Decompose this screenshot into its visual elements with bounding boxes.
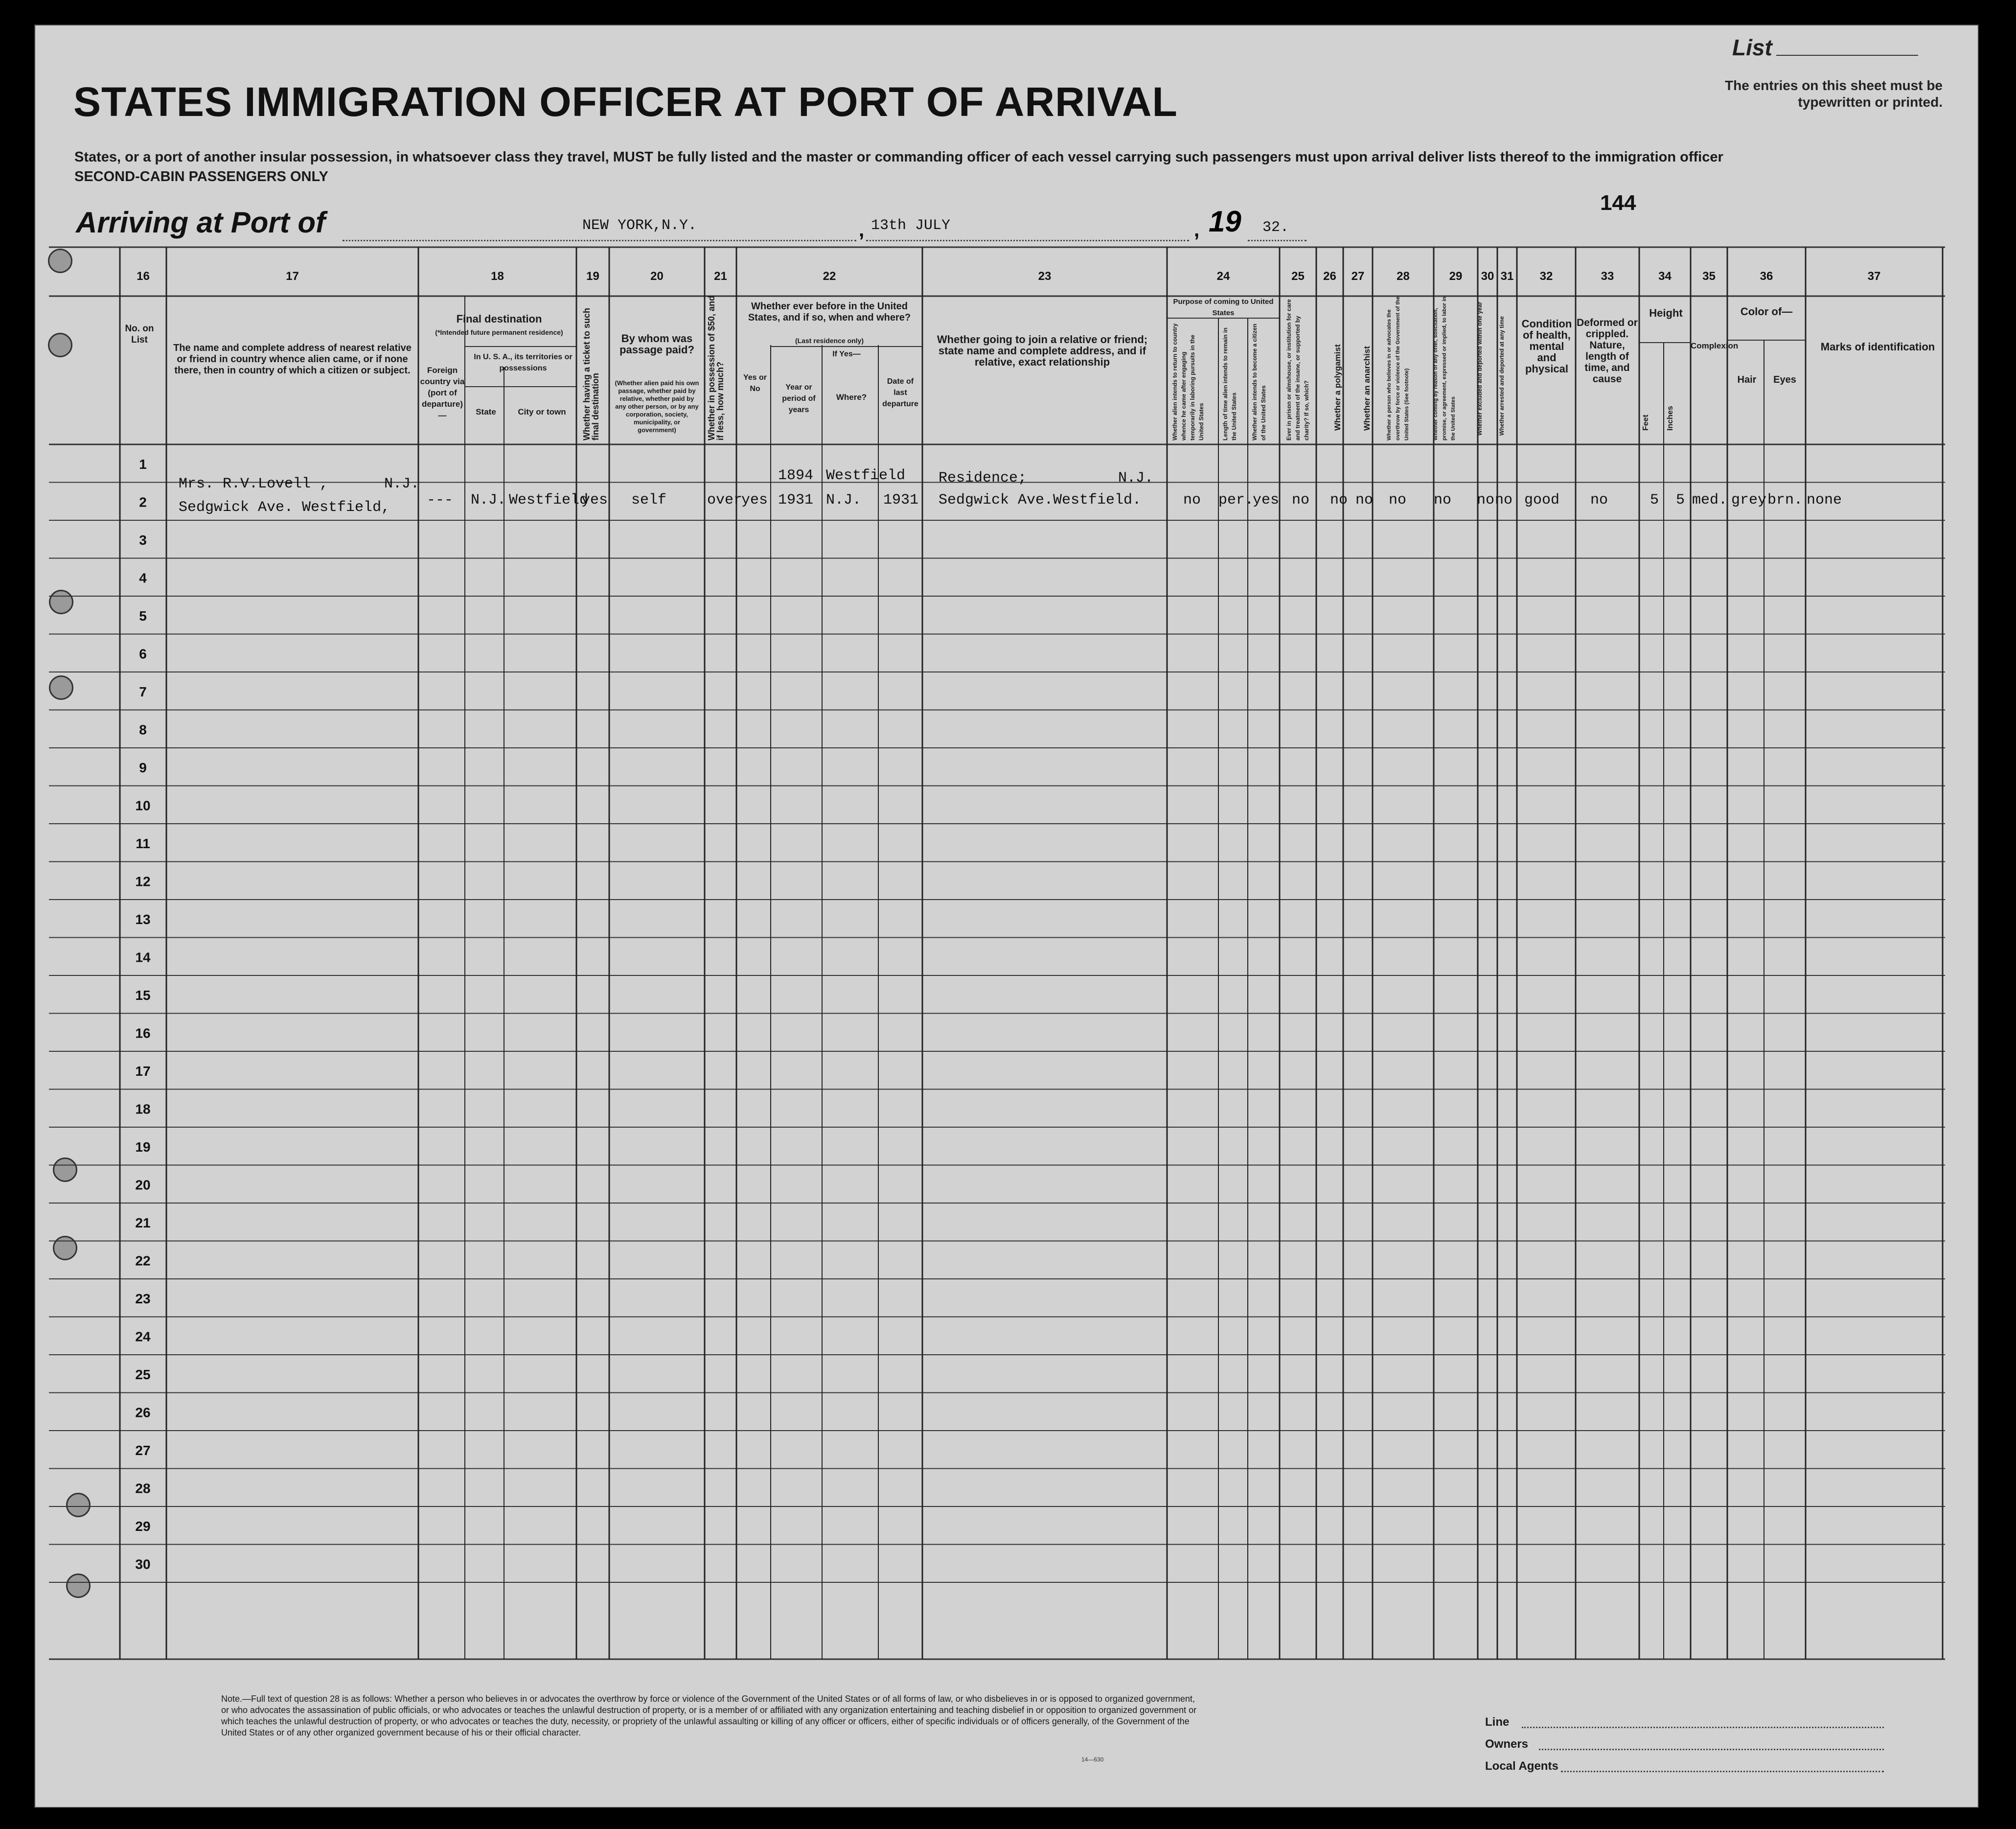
column-number: 33 — [1601, 270, 1614, 283]
row-number: 3 — [139, 532, 147, 548]
entry-excluded: no — [1477, 492, 1495, 509]
column-number: 27 — [1351, 270, 1365, 283]
col37-header: Marks of identification — [1820, 341, 1935, 353]
year-suffix: 32. — [1262, 219, 1289, 236]
entry-feet: 5 — [1650, 492, 1659, 509]
col18-usa: In U. S. A., its territories or possessions — [474, 353, 573, 372]
col18-state: State — [476, 407, 496, 417]
entry-money: over — [707, 492, 743, 509]
column-number: 32 — [1539, 270, 1553, 283]
col18-note: (*Intended future permanent residence) — [435, 328, 563, 336]
col29-header: Whether coming by reason of any offer, solicitation, promise, or agreement, expressed or implied, to labor in the United States — [1433, 296, 1456, 440]
column-number: 20 — [650, 270, 664, 283]
column-number: 34 — [1658, 270, 1672, 283]
entry-anarchist: no — [1355, 492, 1374, 509]
line-label: Line — [1485, 1715, 1510, 1729]
row-number: 8 — [139, 722, 147, 738]
row-number: 17 — [135, 1064, 151, 1079]
row-number: 14 — [135, 949, 151, 965]
col25-header: Ever in prison or almshouse, or institution for care and treatment of the insane, or supported by charity? If so, which? — [1285, 299, 1310, 440]
col18-header: Final destination — [456, 313, 542, 325]
column-number: 36 — [1760, 270, 1773, 283]
entry-become-citizen: yes — [1253, 492, 1280, 509]
column-number: 23 — [1038, 270, 1052, 283]
col22-note: (Last residence only) — [795, 337, 864, 345]
row-number: 10 — [135, 798, 151, 813]
entry-hair: grey — [1731, 492, 1767, 509]
year-prefix: 19 — [1209, 205, 1241, 238]
column-number: 28 — [1397, 270, 1410, 283]
owners-label: Owners — [1485, 1737, 1529, 1751]
row-number: 9 — [139, 760, 147, 775]
entry-city: Westfield — [509, 492, 589, 509]
col36-header: Color of— — [1740, 305, 1793, 318]
entry-before-in-us: yes — [741, 492, 768, 509]
entry-state: N.J. — [471, 492, 506, 509]
col34-feet: Feet — [1642, 415, 1650, 431]
entry-health: good — [1524, 492, 1560, 509]
col21-header: Whether in possession of $50, and if less, how much? — [707, 295, 725, 440]
entry-length-time: per. — [1218, 492, 1254, 509]
entry-joining-state: N.J. — [1118, 470, 1154, 486]
row-number: 26 — [135, 1405, 151, 1420]
entry-joining-2: Sedgwick Ave.Westfield. — [939, 492, 1142, 509]
col33-header: Deformed or crippled. Nature, length of time, and cause — [1577, 317, 1638, 385]
col22-ifyes: If Yes— — [832, 350, 861, 358]
entry-overthrow: no — [1389, 492, 1407, 509]
row-number: 19 — [135, 1139, 151, 1155]
col24a-header: Whether alien intends to return to country whence he came after engaging temporarily in laboring pursuits in the United States — [1171, 323, 1205, 440]
col27-header: Whether an anarchist — [1362, 346, 1372, 431]
col34-header: Height — [1649, 307, 1683, 319]
entry-relative-address: Sedgwick Ave. Westfield, — [179, 499, 390, 516]
entry-foreign-via: --- — [427, 492, 454, 509]
col16-header: No. on List — [125, 324, 154, 345]
entry-paid-by: self — [631, 492, 667, 509]
entry-deported: no — [1495, 492, 1513, 509]
column-number: 19 — [586, 270, 599, 283]
arriving-label: Arriving at Port of — [76, 206, 326, 239]
col23-header: Whether going to join a relative or friend; state name and complete address, and if relative, exact relationship — [937, 333, 1148, 368]
port-value: NEW YORK,N.Y. — [582, 217, 697, 234]
row-number: 24 — [135, 1329, 151, 1344]
row-number: 1 — [139, 457, 147, 472]
row-number: 29 — [135, 1519, 151, 1534]
form-number: 14—630 — [1081, 1756, 1104, 1763]
row-number: 16 — [135, 1025, 151, 1041]
row-number: 22 — [135, 1253, 151, 1269]
entry-years-1: 1894 — [778, 467, 814, 484]
column-number: 35 — [1702, 270, 1716, 283]
entry-years-2: 1931 — [778, 492, 814, 509]
owners-field — [1539, 1749, 1884, 1750]
instructions-text: States, or a port of another insular possession, in whatsoever class they travel, MUST be fully listed and the master or commanding officer of each vessel carrying such passengers must upon arrival deliver lists thereof to the immigration officer — [74, 149, 1723, 165]
page-title: STATES IMMIGRATION OFFICER AT PORT OF ARRIVAL — [73, 79, 1178, 125]
col22-header: Whether ever before in the United States, and if so, when and where? — [748, 301, 911, 323]
col20-header: By whom was passage paid? — [619, 332, 694, 356]
row-number: 25 — [135, 1367, 151, 1382]
agents-label: Local Agents — [1485, 1760, 1558, 1773]
col22-yesno: Yes or No — [743, 373, 767, 393]
entry-offer-labor: no — [1434, 492, 1452, 509]
entry-eyes: brn. — [1767, 492, 1803, 509]
row-number: 6 — [139, 646, 147, 662]
entry-ticket: yes — [581, 492, 608, 509]
column-number: 30 — [1481, 270, 1494, 283]
column-number: 16 — [137, 270, 150, 283]
col28-header: Whether a person who believes in or advocates the overthrow by force or violence of the Government of the United States (See footnote) — [1386, 297, 1410, 440]
row-number: 28 — [135, 1481, 151, 1496]
sheet-number: 144 — [1600, 191, 1636, 215]
column-number: 24 — [1216, 270, 1230, 283]
entry-joining-1: Residence; — [939, 470, 1027, 486]
col36-hair: Hair — [1737, 374, 1757, 385]
column-number: 26 — [1323, 270, 1336, 283]
row-number: 20 — [135, 1177, 151, 1193]
col19-header: Whether having a ticket to such final destination — [582, 307, 600, 440]
col24b-header: Length of time alien intends to remain in the United States — [1222, 327, 1237, 440]
col22-where: Where? — [836, 393, 867, 402]
list-label: List — [1732, 35, 1772, 60]
row-number: 18 — [135, 1101, 151, 1117]
row-number: 7 — [139, 684, 147, 699]
entry-polygamist: no — [1330, 492, 1348, 509]
row-number: 2 — [139, 494, 147, 510]
col18-city: City or town — [518, 407, 566, 417]
col35-header: Complexion — [1691, 341, 1739, 350]
column-number: 37 — [1867, 270, 1881, 283]
row-number: 27 — [135, 1443, 151, 1458]
col34-inches: Inches — [1666, 406, 1674, 431]
entry-complexion: med. — [1692, 492, 1728, 509]
column-number: 25 — [1291, 270, 1305, 283]
row-number: 23 — [135, 1291, 151, 1306]
entry-relative-name: Mrs. R.V.Lovell , — [179, 476, 329, 492]
column-number: 21 — [714, 270, 727, 283]
footnote-q28: Note.—Full text of question 28 is as follows: Whether a person who believes in or advocates the overthrow by force or violence of the Government of the United States or of all forms of law, or who disbelieves in or is opposed to organized government, or who advocates the assassination of public officials, or who advocates or teaches the unlawful destruction of property, or is a member of or affiliated with any organization entertaining and teaching disbelief in or opposition to organized government or which teaches the unlawful destruction of property, or who advocates or teaches the duty, necessity, or propriety of the unlawful assaulting or killing of any officer or officers, either of specific individuals or of officers generally, of the Government of the United States or of any other organized government because of his or their official character. — [221, 1694, 1197, 1737]
entry-inches: 5 — [1676, 492, 1685, 509]
column-number: 18 — [491, 270, 504, 283]
col22-date: Date of last departure — [882, 377, 918, 408]
row-number: 11 — [136, 836, 150, 851]
row-number: 5 — [139, 608, 147, 624]
entry-marks: none — [1807, 492, 1842, 509]
entry-date-departure: 1931 — [883, 492, 919, 509]
col30-header: Whether excluded and deported within one year — [1476, 301, 1483, 436]
col31-header: Whether arrested and deported at any time — [1498, 316, 1505, 436]
date-value: 13th JULY — [871, 217, 951, 234]
row-number: 12 — [135, 874, 151, 889]
column-number: 22 — [823, 270, 836, 283]
row-number: 4 — [139, 570, 147, 586]
row-number: 15 — [135, 988, 151, 1003]
column-number: 29 — [1449, 270, 1463, 283]
row-number: 30 — [135, 1556, 151, 1572]
entry-return-temp: no — [1183, 492, 1201, 509]
entry-prison: no — [1292, 492, 1310, 509]
row-number: 21 — [135, 1215, 151, 1230]
entry-where-2: N.J. — [826, 492, 862, 509]
col20-note: (Whether alien paid his own passage, whether paid by relative, whether paid by any other person, or by any corporation, society, municipality, or government) — [615, 379, 699, 434]
entry-relative-state: N.J. — [384, 476, 420, 492]
column-number: 17 — [286, 270, 299, 283]
col36-eyes: Eyes — [1773, 374, 1796, 385]
line-field — [1522, 1727, 1884, 1728]
col24c-header: Whether alien intends to become a citizen of the United States — [1251, 324, 1267, 440]
entry-where-1: Westfield — [826, 467, 906, 484]
agents-field — [1561, 1771, 1884, 1772]
col26-header: Whether a polygamist — [1333, 344, 1342, 431]
col18-foreign: Foreign country via (port of departure)— — [420, 366, 465, 420]
col22-year: Year or period of years — [782, 383, 816, 414]
col32-header: Condition of health, mental and physical — [1521, 318, 1572, 375]
col24-header: Purpose of coming to United States — [1173, 298, 1274, 317]
entry-deformed: no — [1590, 492, 1608, 509]
column-number: 31 — [1500, 270, 1514, 283]
col17-header: The name and complete address of nearest relative or friend in country whence alien came, or if none there, then in country of which a citizen or subject. — [173, 343, 412, 376]
class-line: SECOND-CABIN PASSENGERS ONLY — [74, 169, 328, 185]
row-number: 13 — [135, 912, 151, 927]
typewritten-requirement: The entries on this sheet must be typewritten or printed. — [1725, 78, 1943, 110]
